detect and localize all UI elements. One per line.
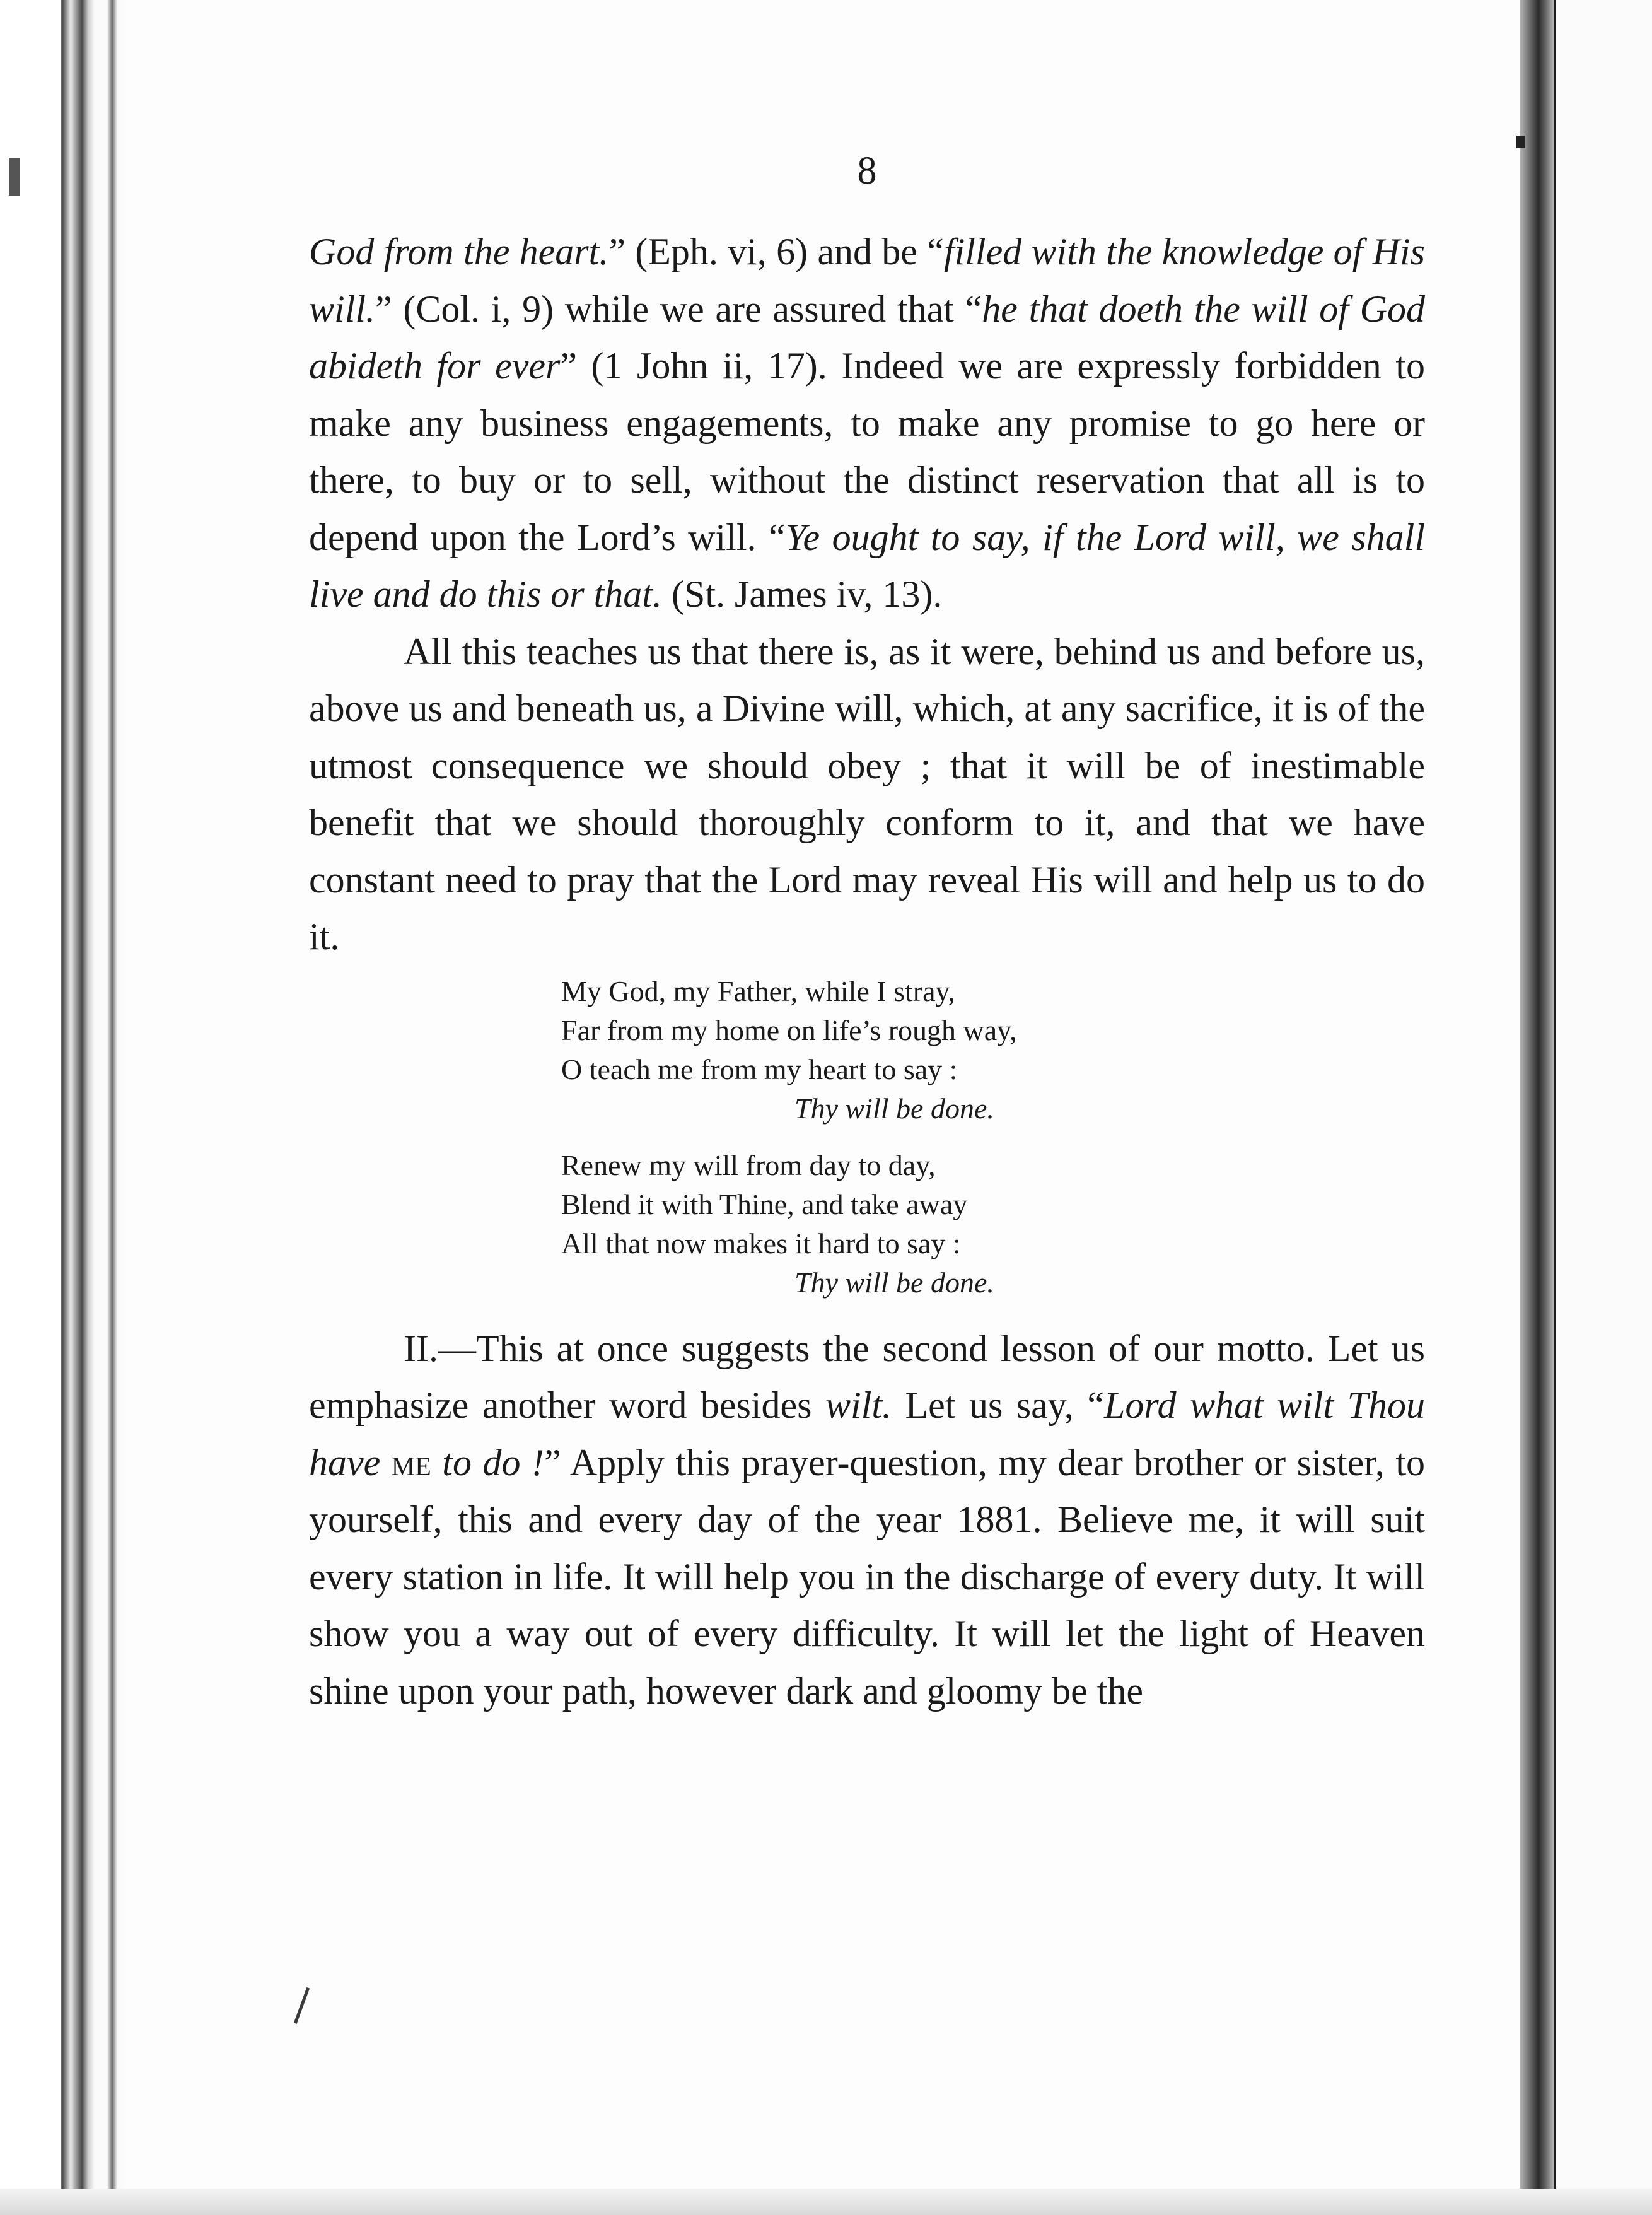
text-small-caps: me: [391, 1441, 431, 1483]
paragraph-1: [309, 223, 1425, 623]
text-italic: filled with the knowledge of His will.: [309, 231, 1425, 330]
left-page-edge: [0, 0, 126, 2215]
text-italic: God from the heart.: [309, 231, 609, 272]
text-run: (St. James iv, 13).: [661, 573, 943, 615]
text-italic: wilt.: [825, 1384, 892, 1426]
scan-speck: [1516, 136, 1525, 148]
poem-line: Renew my will from day to day,: [561, 1148, 936, 1181]
poem-line: Far from my home on life’s rough way,: [561, 1014, 1017, 1046]
poem-line: Blend it with Thine, and take away: [561, 1188, 968, 1220]
bottom-page-edge: [0, 2189, 1652, 2215]
page-number: 8: [857, 149, 877, 192]
poem-line: My God, my Father, while I stray,: [561, 974, 956, 1007]
text-italic: to do !: [442, 1441, 544, 1483]
poem-refrain: Thy will be done.: [794, 1092, 994, 1125]
poem-line: O teach me from my heart to say :: [561, 1053, 958, 1085]
paragraph-3: [309, 1320, 1425, 1720]
page-content: [309, 151, 1425, 1719]
paragraph-2: All this teaches us that there is, as it were, behind us and before us, above us and beneath us, a Divine will, which, at any sacrifice, it is of the utmost consequence we should obey ; that it will be of inestimable benefit that we should thoroughly conform to it, and that we have constant need to pray that the Lord may reveal His will and help us to do it.: [309, 630, 1425, 957]
text-italic: he that doeth the will of God abideth for ever: [309, 288, 1425, 387]
text-run: ” (1 John ii, 17). Indeed we are expressly forbidden to make any business engagements, to make any promise to go here or there, to buy or to sell, without the distinct reservation that all is to depend upon the Lord’s will. “: [309, 345, 1426, 558]
poem-stanza-2: [561, 1146, 1425, 1302]
facing-page-edge: [1554, 0, 1652, 2215]
text-run: ” (Col. i, 9) while we are assured that “: [375, 288, 982, 330]
poem-refrain: Thy will be done.: [794, 1266, 994, 1299]
text-run: II.—This at once suggests the second lesson of our motto. Let us emphasize another word besides: [309, 1327, 1425, 1426]
book-gutter: [1520, 0, 1554, 2215]
poem-stanza-1: [561, 972, 1425, 1128]
text-run: ” (Eph. vi, 6) and be “: [608, 231, 944, 272]
poem-line: All that now makes it hard to say :: [561, 1227, 961, 1259]
text-italic: Lord what wilt Thou have: [309, 1384, 1425, 1483]
text-run: ” Apply this prayer-question, my dear brother or sister, to yourself, this and every day of the year 1881. Believe me, it will suit every station in life. It will help you in the discharge of every duty. It will show you a way out of every difficulty. It will let the light of Heaven shine upon your path, however dark and gloomy be the: [309, 1441, 1426, 1712]
scan-speck: [9, 158, 20, 196]
poem: [561, 972, 1425, 1302]
text-run: Let us say, “: [892, 1384, 1104, 1426]
text-italic: Ye ought to say, if the Lord will, we shall live and do this or that.: [309, 516, 1425, 615]
